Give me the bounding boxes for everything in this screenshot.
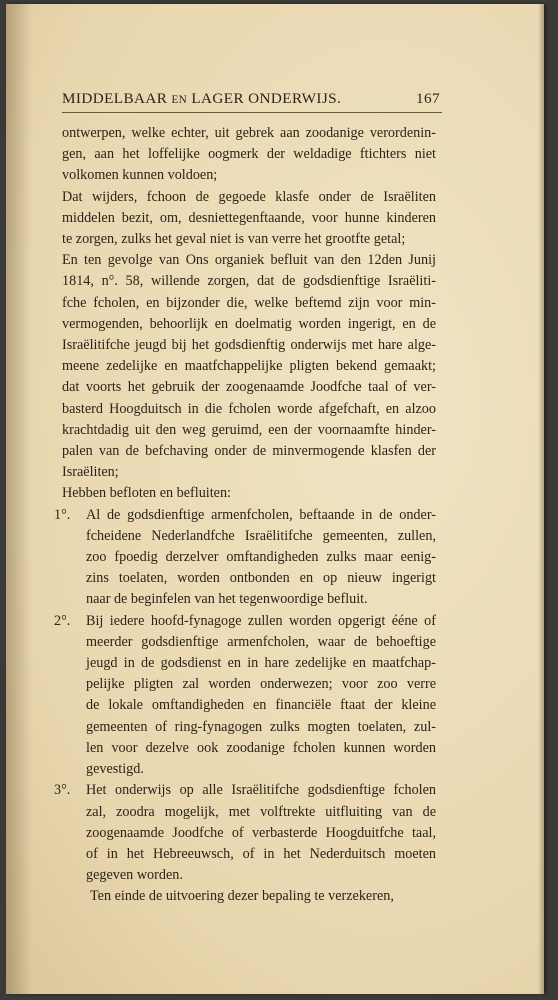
text-line: meene zedelijke en maatfchappelijke pligten bekend gemaakt; [62, 358, 436, 375]
text-line: dat voorts het gebruik der zoogenaamde Joodfche taal of ver- [62, 379, 436, 396]
text-line: volkomen kunnen voldoen; [62, 167, 218, 184]
text-line: fcheidene Nederlandfche Israëlitifche gemeenten, zullen, [86, 527, 436, 544]
article-number: 3°. [54, 782, 71, 799]
text-line: gegeven worden. [86, 867, 183, 884]
paragraph [62, 187, 436, 251]
text-line: gen, aan het loffelijke oogmerk der weldadige ftichters niet [62, 146, 436, 163]
text-line: of in het Hebreeuwsch, of in het Nederduitsch moeten [86, 845, 436, 862]
paragraph [62, 250, 436, 483]
article [54, 505, 436, 611]
text-line: vermogenden, behoorlijk en doelmatig worden ingerigt, en de [62, 315, 436, 332]
running-head-title [62, 90, 341, 108]
text-line: ontwerpen, welke echter, uit gebrek aan zoodanige verordenin- [62, 125, 436, 141]
text-line: Israëliten; [62, 464, 119, 481]
text-line: te zorgen, zulks het geval niet is van verre het grootfte getal; [62, 231, 406, 248]
header-rule [62, 112, 442, 113]
text-line: Het onderwijs op alle Israëlitifche godsdienftige fcholen [86, 782, 436, 799]
text-line: middelen bezit, om, desniettegenftaande, voor hunne kinderen [62, 209, 436, 226]
running-head-title-part: EN [171, 94, 188, 106]
page-body [54, 123, 436, 908]
text-line: zoo fpoedig derzelver omftandigheden zulks maar eenig- [86, 549, 436, 566]
article-text [74, 505, 436, 611]
text-line: gemeenten of ring-fynagogen zulks mogten toelaten, zul- [86, 718, 436, 735]
text-line: Al de godsdienftige armenfcholen, beftaande in de onder- [86, 506, 436, 523]
article-number: 1°. [54, 506, 71, 523]
text-line: Bij iedere hoofd-fynagoge zullen worden opgerigt ééne of [86, 612, 436, 629]
text-line: En ten gevolge van Ons organiek befluit van den 12den Junij [62, 252, 436, 269]
running-head-title-part: MIDDELBAAR [62, 90, 172, 107]
page-number: 167 [416, 90, 440, 107]
text-line: jeugd in de godsdienst en in hare zedelijke en maatfchap- [86, 655, 436, 672]
text-line: 1814, n°. 58, willende zorgen, dat de godsdienftige Israëliti- [62, 273, 436, 290]
text-line: zal, zoodra mogelijk, met volftrekte uitfluiting van de [86, 803, 436, 820]
text-line: fche fcholen, en bijzonder die, welke beftemd zijn voor min- [62, 294, 436, 311]
article [54, 780, 436, 886]
spine-shadow [6, 4, 32, 994]
text-line: pelijke pligten zal worden onderwezen; voor zoo verre [86, 676, 436, 693]
running-head-title-part: LAGER ONDERWIJS. [187, 90, 342, 107]
article-text [74, 611, 436, 781]
text-line: len voor dezelve ook zoodanige fcholen kunnen worden [86, 739, 436, 756]
text-line: de lokale omftandigheden en financiële ftaat der kleine [86, 697, 436, 714]
text-line: palen van de befchaving onder de minvermogende klasfen der [62, 443, 436, 460]
book-page [6, 4, 544, 994]
text-line: Dat wijders, fchoon de gegoede klasfe onder de Israëliten [62, 188, 436, 205]
paragraph [62, 483, 436, 504]
text-line: meerder godsdienftige armenfcholen, waar de behoeftige [86, 633, 436, 650]
text-line: zins toelaten, worden ontbonden en op nieuw ingerigt [86, 570, 436, 587]
article [54, 611, 436, 781]
text-line: gevestigd. [86, 761, 144, 778]
paragraph [62, 123, 436, 187]
text-line: naar de beginfelen van het tegenwoordige befluit. [86, 591, 368, 608]
article-number: 2°. [54, 612, 71, 629]
text-line: krachtdadig uit den weg geruimd, een der voornaamfte hinder- [62, 421, 436, 438]
page-edge [538, 4, 544, 994]
article-text [74, 780, 436, 886]
text-line: Hebben befloten en befluiten: [62, 485, 232, 502]
text-line: zoogenaamde Joodfche of verbasterde Hoogduitfche taal, [86, 824, 436, 841]
closing-line: Ten einde de uitvoering dezer bepaling te verzekeren, [90, 888, 394, 905]
text-line: Israëlitifche jeugd bij het godsdienftig onderwijs met hare alge- [62, 337, 436, 354]
text-line: basterd Hoogduitsch in die fcholen worde afgefchaft, en alzoo [62, 400, 436, 417]
